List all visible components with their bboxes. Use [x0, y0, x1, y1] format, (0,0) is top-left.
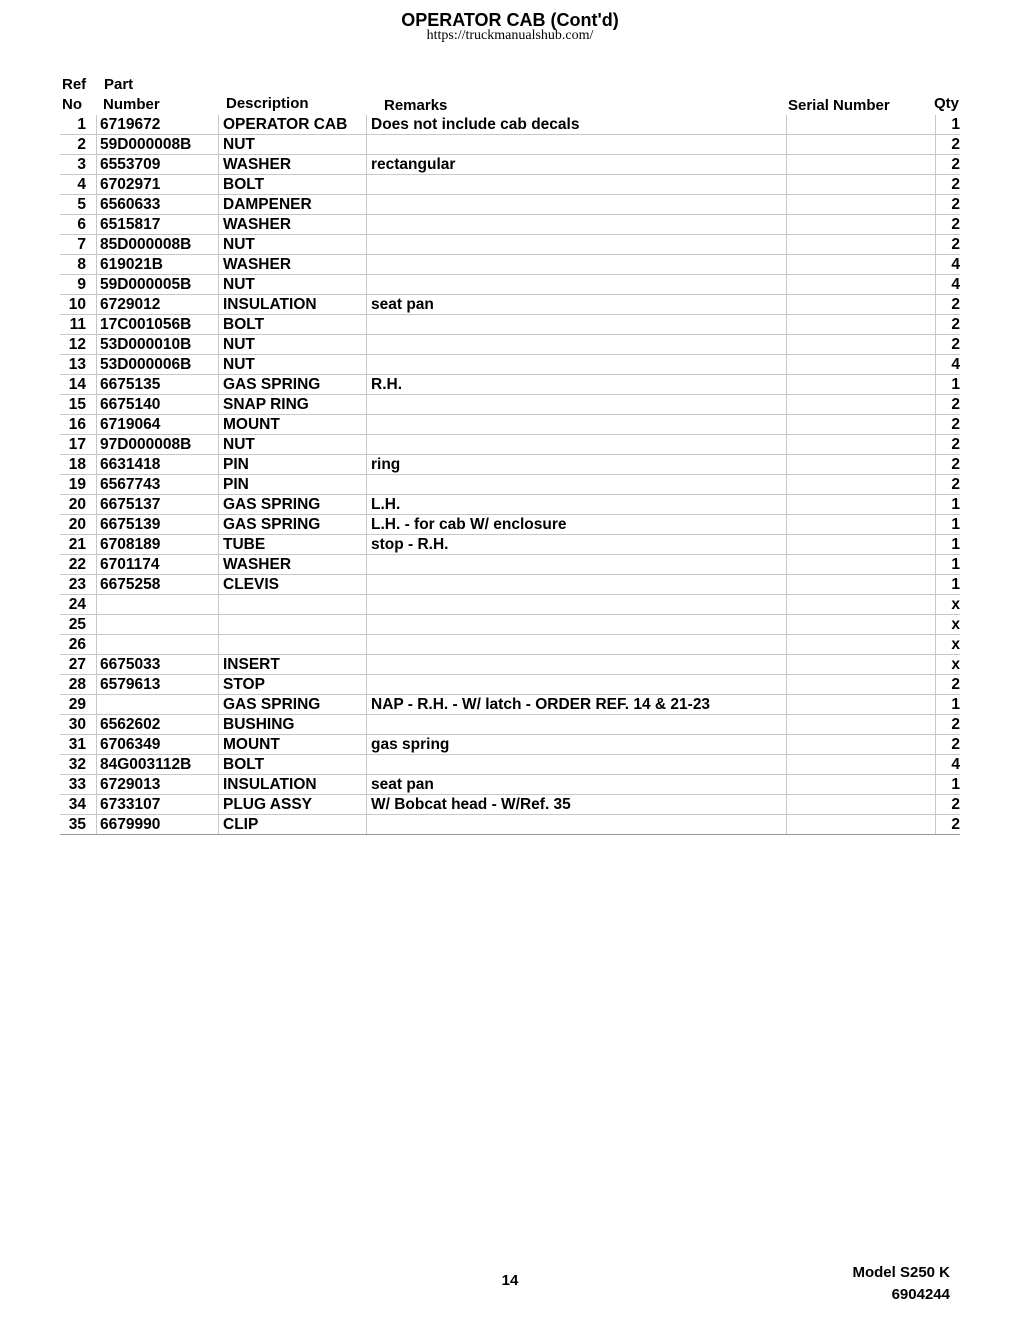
serial-number-cell [787, 275, 936, 295]
remarks-cell [367, 755, 787, 775]
table-row [60, 435, 960, 455]
serial-number-cell [787, 395, 936, 415]
description-cell: INSERT [219, 655, 367, 675]
ref-number-cell: 5 [60, 195, 97, 215]
quantity-cell: 2 [936, 815, 961, 835]
serial-number-cell [787, 795, 936, 815]
description-cell: NUT [219, 335, 367, 355]
description-cell: TUBE [219, 535, 367, 555]
part-number-cell [97, 595, 219, 615]
column-header-ref-line2: No [62, 96, 82, 113]
description-cell: GAS SPRING [219, 375, 367, 395]
description-cell: WASHER [219, 155, 367, 175]
part-number-cell: 6679990 [97, 815, 219, 835]
quantity-cell: 2 [936, 455, 961, 475]
part-number-cell: 59D000005B [97, 275, 219, 295]
part-number-cell: 6675140 [97, 395, 219, 415]
remarks-cell [367, 655, 787, 675]
remarks-cell [367, 635, 787, 655]
source-url: https://truckmanualshub.com/ [426, 28, 594, 43]
parts-table [60, 115, 960, 835]
ref-number-cell: 12 [60, 335, 97, 355]
serial-number-cell [787, 615, 936, 635]
quantity-cell: 2 [936, 675, 961, 695]
serial-number-cell [787, 255, 936, 275]
description-cell: NUT [219, 135, 367, 155]
ref-number-cell: 29 [60, 695, 97, 715]
remarks-cell [367, 355, 787, 375]
description-cell [219, 615, 367, 635]
ref-number-cell: 27 [60, 655, 97, 675]
serial-number-cell [787, 415, 936, 435]
serial-number-cell [787, 295, 936, 315]
remarks-cell: seat pan [367, 295, 787, 315]
serial-number-cell [787, 355, 936, 375]
quantity-cell: 1 [936, 695, 961, 715]
serial-number-cell [787, 115, 936, 135]
table-row [60, 395, 960, 415]
part-number-cell: 53D000010B [97, 335, 219, 355]
part-number-cell: 85D000008B [97, 235, 219, 255]
serial-number-cell [787, 315, 936, 335]
part-number-cell: 59D000008B [97, 135, 219, 155]
page-title: OPERATOR CAB (Cont'd) [401, 10, 619, 30]
part-number-cell [97, 635, 219, 655]
part-number-cell: 6675139 [97, 515, 219, 535]
remarks-cell [367, 135, 787, 155]
serial-number-cell [787, 375, 936, 395]
part-number-cell: 6675137 [97, 495, 219, 515]
table-row [60, 175, 960, 195]
ref-number-cell: 7 [60, 235, 97, 255]
quantity-cell: 2 [936, 195, 961, 215]
ref-number-cell: 22 [60, 555, 97, 575]
serial-number-cell [787, 475, 936, 495]
quantity-cell: 2 [936, 315, 961, 335]
remarks-cell: rectangular [367, 155, 787, 175]
quantity-cell: 2 [936, 475, 961, 495]
quantity-cell: 2 [936, 715, 961, 735]
table-row [60, 755, 960, 775]
serial-number-cell [787, 175, 936, 195]
ref-number-cell: 14 [60, 375, 97, 395]
description-cell: NUT [219, 275, 367, 295]
parts-table-body [60, 115, 960, 835]
ref-number-cell: 25 [60, 615, 97, 635]
description-cell: NUT [219, 355, 367, 375]
ref-number-cell: 13 [60, 355, 97, 375]
table-row [60, 715, 960, 735]
remarks-cell [367, 575, 787, 595]
remarks-cell [367, 595, 787, 615]
part-number-cell: 6515817 [97, 215, 219, 235]
ref-number-cell: 9 [60, 275, 97, 295]
description-cell: WASHER [219, 255, 367, 275]
description-cell: CLIP [219, 815, 367, 835]
quantity-cell: 2 [936, 335, 961, 355]
table-row [60, 315, 960, 335]
table-row [60, 415, 960, 435]
column-header-description: Description [226, 95, 309, 112]
description-cell: BOLT [219, 755, 367, 775]
description-cell: BOLT [219, 315, 367, 335]
quantity-cell: x [936, 595, 961, 615]
table-row [60, 655, 960, 675]
part-number-cell: 6675258 [97, 575, 219, 595]
description-cell [219, 635, 367, 655]
remarks-cell [367, 815, 787, 835]
description-cell: SNAP RING [219, 395, 367, 415]
description-cell: DAMPENER [219, 195, 367, 215]
table-row [60, 775, 960, 795]
table-row [60, 255, 960, 275]
quantity-cell: 1 [936, 555, 961, 575]
table-row [60, 555, 960, 575]
remarks-cell [367, 275, 787, 295]
table-row [60, 535, 960, 555]
serial-number-cell [787, 195, 936, 215]
quantity-cell: 2 [936, 235, 961, 255]
quantity-cell: 1 [936, 115, 961, 135]
ref-number-cell: 10 [60, 295, 97, 315]
part-number-cell: 6567743 [97, 475, 219, 495]
serial-number-cell [787, 775, 936, 795]
description-cell: BOLT [219, 175, 367, 195]
ref-number-cell: 16 [60, 415, 97, 435]
remarks-cell: NAP - R.H. - W/ latch - ORDER REF. 14 & 21-23 [367, 695, 787, 715]
ref-number-cell: 28 [60, 675, 97, 695]
quantity-cell: 1 [936, 775, 961, 795]
table-row [60, 355, 960, 375]
part-number-cell: 17C001056B [97, 315, 219, 335]
part-number-cell [97, 615, 219, 635]
quantity-cell: x [936, 615, 961, 635]
page-number: 14 [501, 1272, 519, 1289]
ref-number-cell: 11 [60, 315, 97, 335]
part-number-cell: 6729013 [97, 775, 219, 795]
column-header-qty: Qty [934, 95, 960, 112]
quantity-cell: 4 [936, 755, 961, 775]
serial-number-cell [787, 655, 936, 675]
remarks-cell: stop - R.H. [367, 535, 787, 555]
remarks-cell: R.H. [367, 375, 787, 395]
remarks-cell [367, 395, 787, 415]
description-cell: GAS SPRING [219, 695, 367, 715]
serial-number-cell [787, 335, 936, 355]
description-cell: PIN [219, 475, 367, 495]
part-number-cell: 619021B [97, 255, 219, 275]
ref-number-cell: 2 [60, 135, 97, 155]
remarks-cell [367, 255, 787, 275]
table-row [60, 135, 960, 155]
serial-number-cell [787, 135, 936, 155]
remarks-cell [367, 475, 787, 495]
serial-number-cell [787, 455, 936, 475]
ref-number-cell: 17 [60, 435, 97, 455]
serial-number-cell [787, 515, 936, 535]
part-number-cell: 6675135 [97, 375, 219, 395]
description-cell: OPERATOR CAB [219, 115, 367, 135]
part-number-cell: 6702971 [97, 175, 219, 195]
serial-number-cell [787, 555, 936, 575]
quantity-cell: x [936, 635, 961, 655]
quantity-cell: x [936, 655, 961, 675]
part-number-cell: 53D000006B [97, 355, 219, 375]
description-cell: INSULATION [219, 295, 367, 315]
serial-number-cell [787, 695, 936, 715]
part-number-cell: 6706349 [97, 735, 219, 755]
quantity-cell: 2 [936, 395, 961, 415]
description-cell [219, 595, 367, 615]
description-cell: PLUG ASSY [219, 795, 367, 815]
table-row [60, 815, 960, 835]
column-header-serial-number: Serial Number [788, 97, 890, 114]
part-number-cell: 84G003112B [97, 755, 219, 775]
quantity-cell: 2 [936, 435, 961, 455]
remarks-cell [367, 235, 787, 255]
ref-number-cell: 30 [60, 715, 97, 735]
remarks-cell: Does not include cab decals [367, 115, 787, 135]
ref-number-cell: 3 [60, 155, 97, 175]
part-number-cell: 6560633 [97, 195, 219, 215]
column-header-remarks: Remarks [384, 97, 448, 114]
part-number-cell: 6733107 [97, 795, 219, 815]
remarks-cell [367, 215, 787, 235]
table-row [60, 155, 960, 175]
table-row [60, 615, 960, 635]
remarks-cell: ring [367, 455, 787, 475]
quantity-cell: 2 [936, 735, 961, 755]
description-cell: NUT [219, 435, 367, 455]
ref-number-cell: 6 [60, 215, 97, 235]
remarks-cell: W/ Bobcat head - W/Ref. 35 [367, 795, 787, 815]
ref-number-cell: 8 [60, 255, 97, 275]
serial-number-cell [787, 715, 936, 735]
quantity-cell: 1 [936, 535, 961, 555]
table-row [60, 215, 960, 235]
part-number-cell: 6708189 [97, 535, 219, 555]
remarks-cell [367, 675, 787, 695]
remarks-cell [367, 415, 787, 435]
description-cell: WASHER [219, 555, 367, 575]
part-number-cell [97, 695, 219, 715]
description-cell: INSULATION [219, 775, 367, 795]
description-cell: MOUNT [219, 415, 367, 435]
serial-number-cell [787, 575, 936, 595]
part-number-cell: 6675033 [97, 655, 219, 675]
table-row [60, 475, 960, 495]
ref-number-cell: 20 [60, 495, 97, 515]
ref-number-cell: 33 [60, 775, 97, 795]
part-number-cell: 6631418 [97, 455, 219, 475]
table-row [60, 575, 960, 595]
quantity-cell: 1 [936, 375, 961, 395]
quantity-cell: 2 [936, 295, 961, 315]
model-name: Model S250 K [852, 1264, 950, 1281]
ref-number-cell: 4 [60, 175, 97, 195]
ref-number-cell: 34 [60, 795, 97, 815]
serial-number-cell [787, 735, 936, 755]
serial-number-cell [787, 675, 936, 695]
quantity-cell: 4 [936, 275, 961, 295]
column-header-ref-line1: Ref [62, 76, 87, 93]
ref-number-cell: 15 [60, 395, 97, 415]
column-header-part-line1: Part [104, 76, 134, 93]
part-number-cell: 6729012 [97, 295, 219, 315]
description-cell: MOUNT [219, 735, 367, 755]
remarks-cell: L.H. - for cab W/ enclosure [367, 515, 787, 535]
remarks-cell: gas spring [367, 735, 787, 755]
document-number: 6904244 [891, 1286, 950, 1303]
quantity-cell: 2 [936, 795, 961, 815]
table-row [60, 455, 960, 475]
description-cell: PIN [219, 455, 367, 475]
quantity-cell: 2 [936, 415, 961, 435]
serial-number-cell [787, 755, 936, 775]
serial-number-cell [787, 595, 936, 615]
quantity-cell: 1 [936, 575, 961, 595]
ref-number-cell: 24 [60, 595, 97, 615]
table-row [60, 695, 960, 715]
description-cell: STOP [219, 675, 367, 695]
quantity-cell: 1 [936, 495, 961, 515]
serial-number-cell [787, 815, 936, 835]
table-row [60, 735, 960, 755]
remarks-cell: L.H. [367, 495, 787, 515]
table-row [60, 495, 960, 515]
quantity-cell: 4 [936, 255, 961, 275]
remarks-cell [367, 335, 787, 355]
ref-number-cell: 21 [60, 535, 97, 555]
column-header-part-line2: Number [103, 96, 160, 113]
description-cell: NUT [219, 235, 367, 255]
part-number-cell: 6719064 [97, 415, 219, 435]
ref-number-cell: 31 [60, 735, 97, 755]
quantity-cell: 1 [936, 515, 961, 535]
serial-number-cell [787, 235, 936, 255]
description-cell: CLEVIS [219, 575, 367, 595]
part-number-cell: 97D000008B [97, 435, 219, 455]
table-row [60, 795, 960, 815]
table-row [60, 295, 960, 315]
table-row [60, 375, 960, 395]
ref-number-cell: 1 [60, 115, 97, 135]
ref-number-cell: 35 [60, 815, 97, 835]
ref-number-cell: 26 [60, 635, 97, 655]
table-row [60, 235, 960, 255]
quantity-cell: 4 [936, 355, 961, 375]
part-number-cell: 6719672 [97, 115, 219, 135]
table-row [60, 635, 960, 655]
part-number-cell: 6579613 [97, 675, 219, 695]
remarks-cell: seat pan [367, 775, 787, 795]
description-cell: BUSHING [219, 715, 367, 735]
remarks-cell [367, 435, 787, 455]
ref-number-cell: 18 [60, 455, 97, 475]
table-row [60, 515, 960, 535]
table-row [60, 195, 960, 215]
table-row [60, 675, 960, 695]
remarks-cell [367, 715, 787, 735]
remarks-cell [367, 175, 787, 195]
table-row [60, 595, 960, 615]
table-row [60, 275, 960, 295]
ref-number-cell: 19 [60, 475, 97, 495]
description-cell: GAS SPRING [219, 515, 367, 535]
serial-number-cell [787, 635, 936, 655]
quantity-cell: 2 [936, 215, 961, 235]
description-cell: GAS SPRING [219, 495, 367, 515]
table-row [60, 335, 960, 355]
remarks-cell [367, 315, 787, 335]
remarks-cell [367, 615, 787, 635]
part-number-cell: 6562602 [97, 715, 219, 735]
quantity-cell: 2 [936, 135, 961, 155]
quantity-cell: 2 [936, 155, 961, 175]
part-number-cell: 6701174 [97, 555, 219, 575]
quantity-cell: 2 [936, 175, 961, 195]
serial-number-cell [787, 435, 936, 455]
serial-number-cell [787, 215, 936, 235]
description-cell: WASHER [219, 215, 367, 235]
remarks-cell [367, 195, 787, 215]
ref-number-cell: 20 [60, 515, 97, 535]
ref-number-cell: 32 [60, 755, 97, 775]
serial-number-cell [787, 495, 936, 515]
remarks-cell [367, 555, 787, 575]
table-row [60, 115, 960, 135]
serial-number-cell [787, 535, 936, 555]
serial-number-cell [787, 155, 936, 175]
part-number-cell: 6553709 [97, 155, 219, 175]
ref-number-cell: 23 [60, 575, 97, 595]
